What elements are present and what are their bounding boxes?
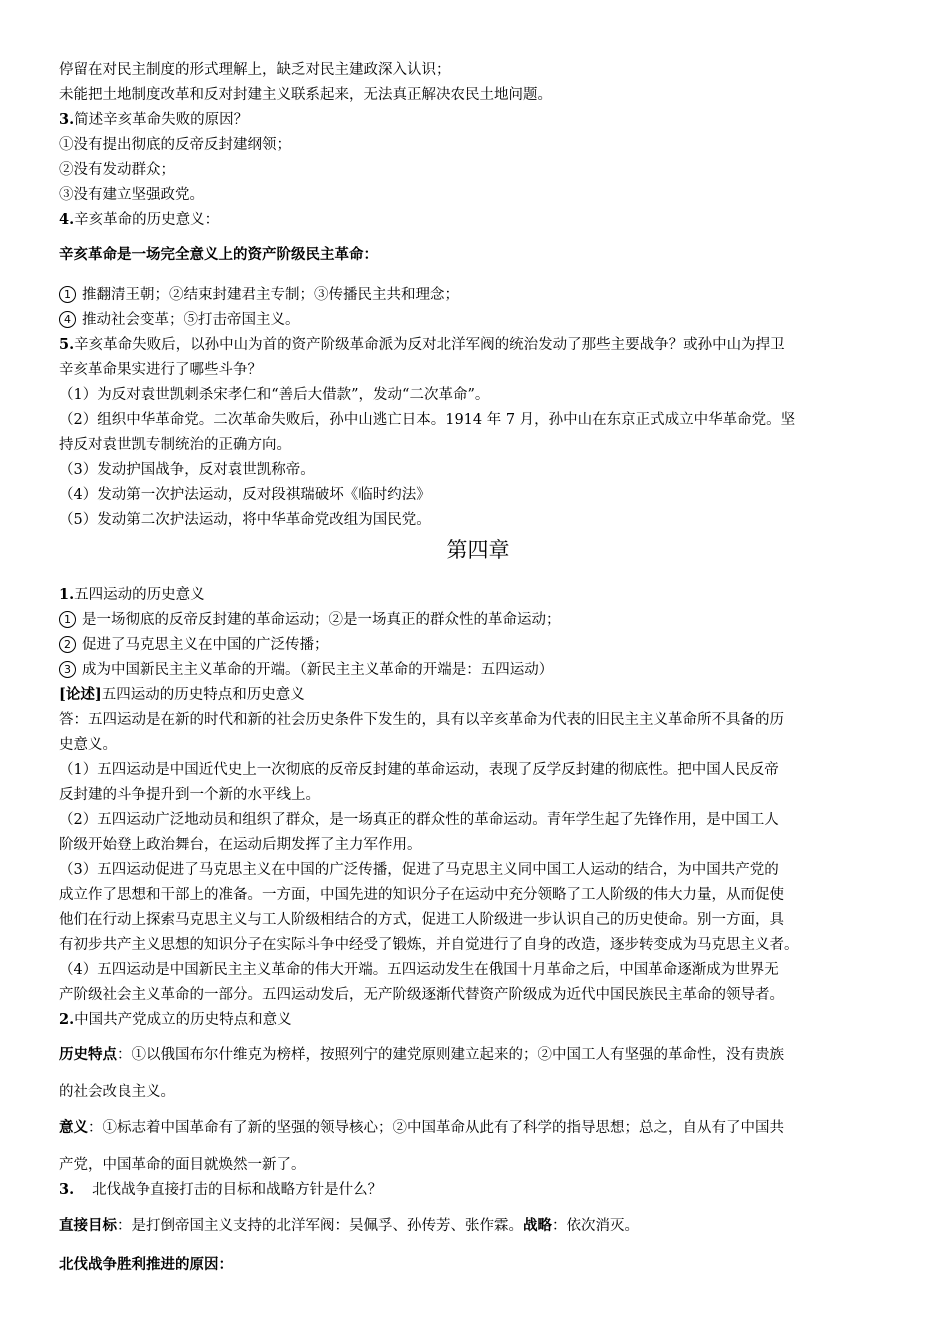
text-line: 辛亥革命果实进行了哪些斗争？ xyxy=(59,362,262,378)
circled-number: 4 xyxy=(59,311,76,328)
question-text: 辛亥革命失败后，以孙中山为首的资产阶级革命派为反对北洋军阀的统治发动了那些主要战争？或孙中山为捍卫 xyxy=(74,337,785,353)
question-number: 3. xyxy=(59,111,75,128)
text-line: 未能把土地制度改革和反对封建主义联系起来，无法真正解决农民土地问题。 xyxy=(59,87,552,103)
question-heading xyxy=(59,110,248,130)
answer-item: （1）为反对袁世凯刺杀宋孝仁和“善后大借款”，发动“二次革命”。 xyxy=(59,387,490,403)
circled-number: 2 xyxy=(59,636,76,653)
question-text: 五四运动的历史意义 xyxy=(74,587,205,603)
text-line: 历史特点：①以俄国布尔什维克为榜样，按照列宁的建党原则建立起来的；②中国工人有坚强的革命性，没有贵族 xyxy=(59,1047,784,1063)
answer-item: ①没有提出彻底的反帝反封建纲领； xyxy=(59,137,291,153)
answer-item: 1 是一场彻底的反帝反封建的革命运动；②是一场真正的群众性的革命运动； xyxy=(59,610,561,630)
label: 战略 xyxy=(523,1218,552,1234)
answer-item: 1 推翻清王朝；②结束封建君主专制；③传播民主共和理念； xyxy=(59,285,459,305)
answer-item: ②没有发动群众； xyxy=(59,162,175,178)
question-heading xyxy=(59,210,219,230)
text-line: 有初步共产主义思想的知识分子在实际斗争中经受了锻炼，并自觉进行了自身的改造，逐步转变成为马克思主义者。 xyxy=(59,937,799,953)
label: 直接目标 xyxy=(59,1218,117,1234)
label: 历史特点 xyxy=(59,1047,117,1063)
question-text: 中国共产党成立的历史特点和意义 xyxy=(74,1012,292,1028)
answer-item: 4 推动社会变革；⑤打击帝国主义。 xyxy=(59,310,300,330)
question-text: 五四运动的历史特点和历史意义 xyxy=(101,687,305,703)
section-heading: 辛亥革命是一场完全意义上的资产阶级民主革命： xyxy=(59,247,378,263)
chapter-title: 第四章 xyxy=(446,538,510,562)
text-line: 停留在对民主制度的形式理解上，缺乏对民主建政深入认识； xyxy=(59,62,451,78)
answer-item: （4）发动第一次护法运动，反对段祺瑞破坏《临时约法》 xyxy=(59,487,431,503)
circled-number: 1 xyxy=(59,286,76,303)
text-line: 答：五四运动是在新的时代和新的社会历史条件下发生的，具有以辛亥革命为代表的旧民主主义革命所不具备的历 xyxy=(59,712,784,728)
text-line: （2）五四运动广泛地动员和组织了群众，是一场真正的群众性的革命运动。青年学生起了先锋作用，是中国工人 xyxy=(59,812,779,828)
answer-item: （3）发动护国战争，反对袁世凯称帝。 xyxy=(59,462,315,478)
question-text: 辛亥革命的历史意义： xyxy=(74,212,220,228)
text-line: 史意义。 xyxy=(59,737,117,753)
text-line: 反封建的斗争提升到一个新的水平线上。 xyxy=(59,787,320,803)
question-text: 简述辛亥革命失败的原因？ xyxy=(74,112,249,128)
text-line: 意义：①标志着中国革命有了新的坚强的领导核心；②中国革命从此有了科学的指导思想；总之，自从有了中国共 xyxy=(59,1120,784,1136)
label: 意义 xyxy=(59,1120,88,1136)
answer-item: （2）组织中华革命党。二次革命失败后，孙中山逃亡日本。1914 年 7 月，孙中山在东京正式成立中华革命党。坚 xyxy=(59,412,796,428)
text-line: 成立作了思想和干部上的准备。一方面，中国先进的知识分子在运动中充分领略了工人阶级的伟大力量，从而促使 xyxy=(59,887,784,903)
text-line: 持反对袁世凯专制统治的正确方向。 xyxy=(59,437,291,453)
question-number: 3. xyxy=(59,1181,75,1198)
question-number: 5. xyxy=(59,336,75,353)
circled-number: 3 xyxy=(59,661,76,678)
answer-item: （5）发动第二次护法运动，将中华革命党改组为国民党。 xyxy=(59,512,431,528)
section-heading: 北伐战争胜利推进的原因： xyxy=(59,1257,233,1273)
question-heading xyxy=(59,685,305,705)
text-line: 产阶级社会主义革命的一部分。五四运动发后，无产阶级逐渐代替资产阶级成为近代中国民族民主革命的领导者。 xyxy=(59,987,784,1003)
question-heading xyxy=(59,335,785,355)
question-heading xyxy=(59,1180,382,1200)
question-number: 2. xyxy=(59,1011,75,1028)
text-line: （3）五四运动促进了马克思主义在中国的广泛传播，促进了马克思主义同中国工人运动的结合，为中国共产党的 xyxy=(59,862,779,878)
question-text: 北伐战争直接打击的目标和战略方针是什么？ xyxy=(92,1182,383,1198)
text-line: 阶级开始登上政治舞台，在运动后期发挥了主力军作用。 xyxy=(59,837,422,853)
text-line: 的社会改良主义。 xyxy=(59,1084,175,1100)
question-number: 1. xyxy=(59,586,75,603)
circled-number: 1 xyxy=(59,611,76,628)
answer-item: ③没有建立坚强政党。 xyxy=(59,187,204,203)
question-heading xyxy=(59,1010,292,1030)
text-line: 他们在行动上探索马克思主义与工人阶级相结合的方式，促进工人阶级进一步认识自己的历史使命。别一方面，具 xyxy=(59,912,784,928)
text-line: （4）五四运动是中国新民主主义革命的伟大开端。五四运动发生在俄国十月革命之后，中国革命逐渐成为世界无 xyxy=(59,962,779,978)
question-number: 4. xyxy=(59,211,75,228)
answer-item: 3 成为中国新民主主义革命的开端。（新民主主义革命的开端是：五四运动） xyxy=(59,660,553,680)
answer-item: 2 促进了马克思主义在中国的广泛传播； xyxy=(59,635,329,655)
text-line: 产党，中国革命的面目就焕然一新了。 xyxy=(59,1157,306,1173)
question-heading xyxy=(59,585,205,605)
text-line: （1）五四运动是中国近代史上一次彻底的反帝反封建的革命运动，表现了反学反封建的彻底性。把中国人民反帝 xyxy=(59,762,779,778)
essay-tag: [论述] xyxy=(59,686,102,703)
text-line: 直接目标：是打倒帝国主义支持的北洋军阀：吴佩孚、孙传芳、张作霖。战略：依次消灭。 xyxy=(59,1218,639,1234)
